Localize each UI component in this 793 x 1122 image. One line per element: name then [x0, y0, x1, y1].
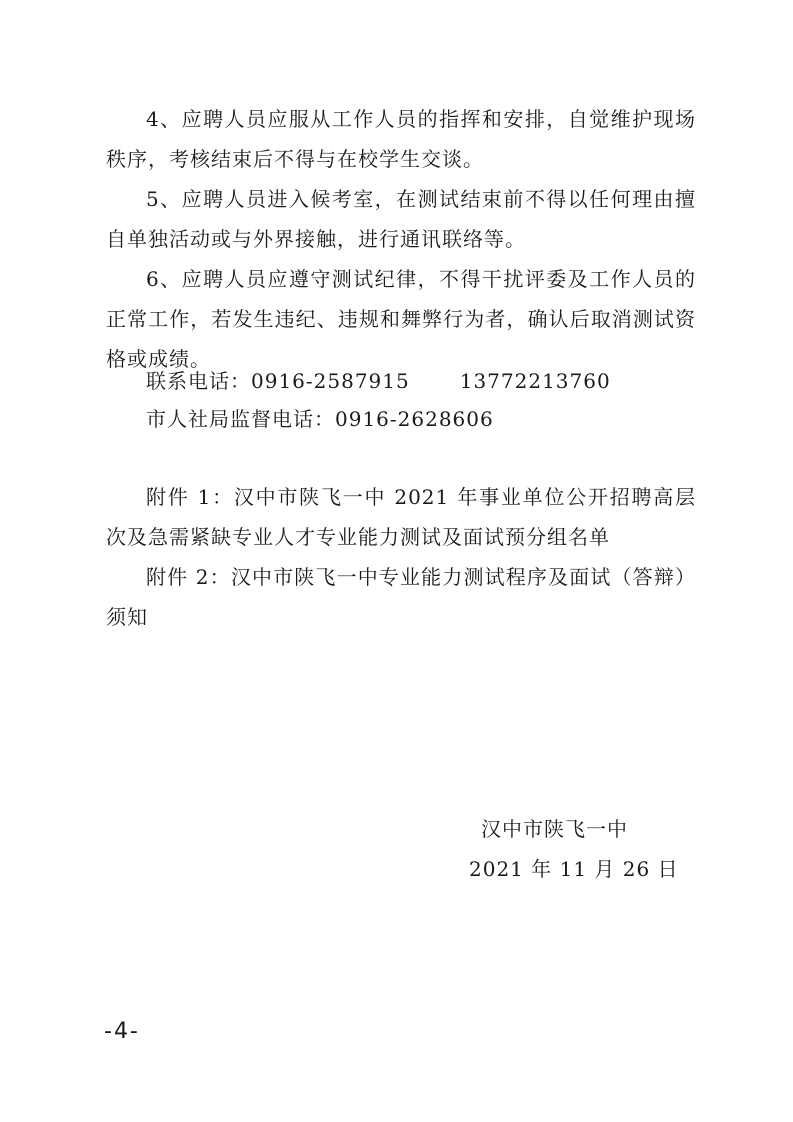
contact-phone-line [146, 361, 611, 401]
signature-organization: 汉中市陕飞一中 [481, 817, 628, 841]
supervision-phone: 0916-2628606 [335, 407, 494, 431]
supervision-phone-line [146, 399, 494, 439]
signature-date: 2021 年 11 月 26 日 [469, 857, 679, 881]
contact-phone-1: 0916-2587915 [251, 369, 410, 393]
contact-phone-label: 联系电话： [146, 369, 251, 393]
page-number: -4- [104, 1019, 140, 1044]
rule-item-4: 4、应聘人员应服从工作人员的指挥和安排，自觉维护现场秩序，考核结束后不得与在校学生交谈。 [106, 107, 696, 171]
contact-phone-2: 13772213760 [459, 369, 611, 393]
supervision-phone-label: 市人社局监督电话： [146, 407, 335, 431]
attachment-1: 附件 1：汉中市陕飞一中 2021 年事业单位公开招聘高层次及急需紧缺专业人才专业能力测试及面试预分组名单 [106, 485, 696, 549]
rule-item-6: 6、应聘人员应遵守测试纪律，不得干扰评委及工作人员的正常工作，若发生违纪、违规和舞弊行为者，确认后取消测试资格或成绩。 [106, 267, 696, 371]
attachment-2: 附件 2：汉中市陕飞一中专业能力测试程序及面试（答辩）须知 [106, 565, 696, 629]
rule-item-5: 5、应聘人员进入候考室，在测试结束前不得以任何理由擅自单独活动或与外界接触，进行通讯联络等。 [106, 187, 696, 251]
